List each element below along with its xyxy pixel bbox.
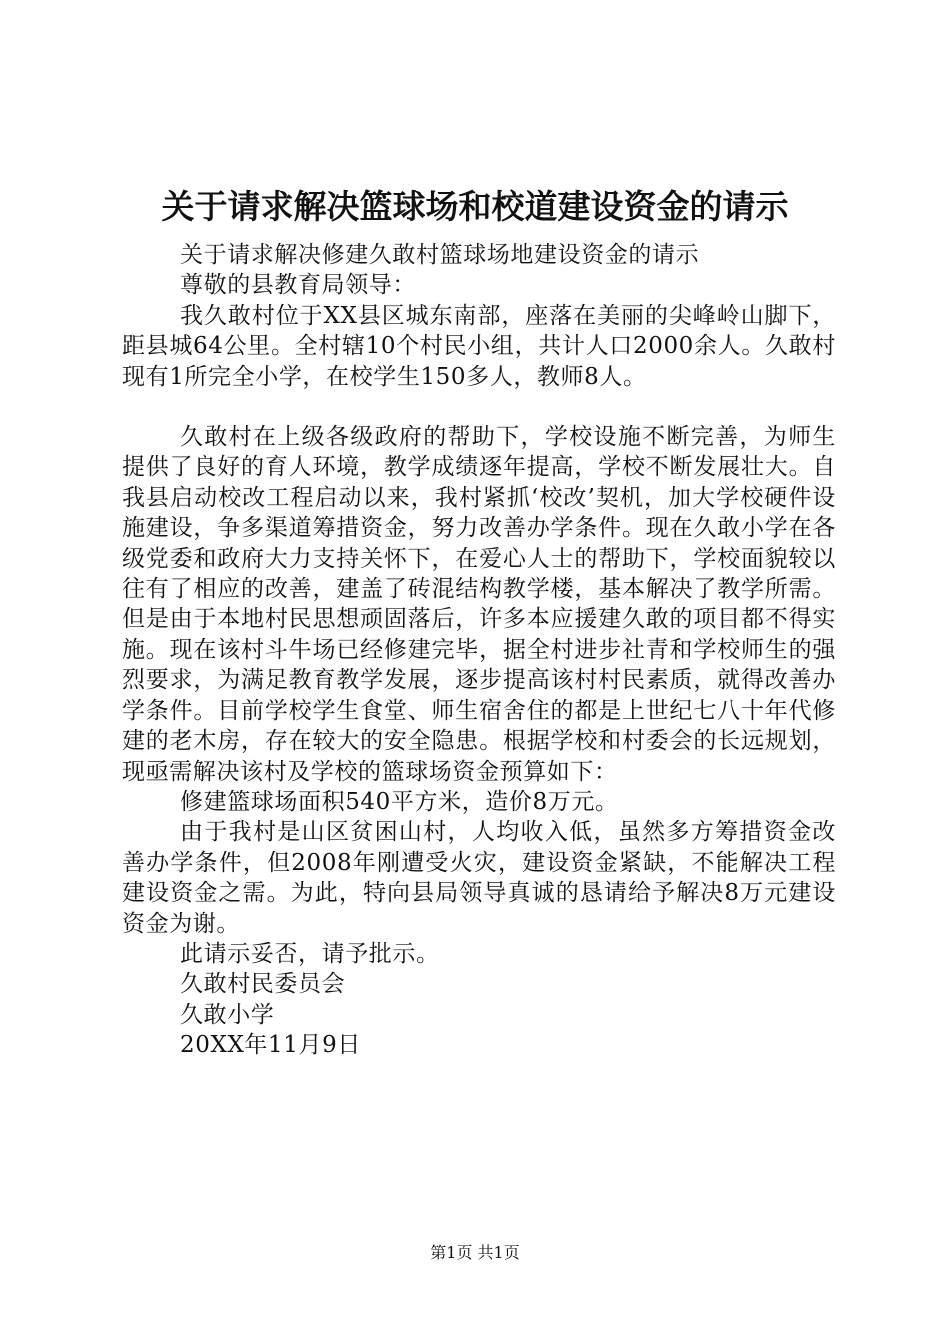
paragraph-gap <box>122 392 836 422</box>
salutation: 尊敬的县教育局领导： <box>180 272 416 299</box>
signatory-committee: 久敢村民委员会 <box>180 971 346 998</box>
paragraph-background: 久敢村在上级各级政府的帮助下，学校设施不断完善，为师生提供了良好的育人环境，教学成绩逐年提高，学校不断发展壮大。自我县启动校改工程启动以来，我村紧抓‘校改’契机，加大学校硬件设施建设，争多渠道筹措资金，努力改善办学条件。现在久敢小学在各级党委和政府大力支持关怀下，在爱心人士的帮助下，学校面貌较以往有了相应的改善，建盖了砖混结构教学楼，基本解决了教学所需。但是由于本地村民思想顽固落后，许多本应援建久敢的项目都不得实施。现在该村斗牛场已经修建完毕，据全村进步社青和学校师生的强烈要求，为满足教育教学发展，逐步提高该村村民素质，就得改善办学条件。目前学校学生食堂、师生宿舍住的都是上世纪七八十年代修建的老木房，存在较大的安全隐患。根据学校和村委会的长远规划，现亟需解决该村及学校的篮球场资金预算如下： <box>122 424 836 785</box>
page-footer: 第1页 共1页 <box>430 1243 520 1262</box>
closing-line: 此请示妥否，请予批示。 <box>180 940 440 967</box>
document-title: 关于请求解决篮球场和校道建设资金的请示 <box>161 187 789 226</box>
paragraph-intro: 我久敢村位于XX县区城东南部，座落在美丽的尖峰岭山脚下，距县城64公里。全村辖10个村民小组，共计人口2000余人。久敢村现有1所完全小学，在校学生150多人，教师8人。 <box>122 302 836 390</box>
document-date: 20XX年11月9日 <box>180 1032 361 1059</box>
paragraph-request: 由于我村是山区贫困山村，人均收入低，虽然多方筹措资金改善办学条件，但2008年刚遭受火灾，建设资金紧缺，不能解决工程建设资金之需。为此，特向县局领导真诚的恳请给予解决8万元建设资金为谢。 <box>122 819 836 937</box>
document-body <box>122 240 836 1061</box>
document-subtitle: 关于请求解决修建久敢村篮球场地建设资金的请示 <box>180 242 700 268</box>
paragraph-budget: 修建篮球场面积540平方米，造价8万元。 <box>180 788 619 815</box>
signatory-school: 久敢小学 <box>180 1001 275 1028</box>
